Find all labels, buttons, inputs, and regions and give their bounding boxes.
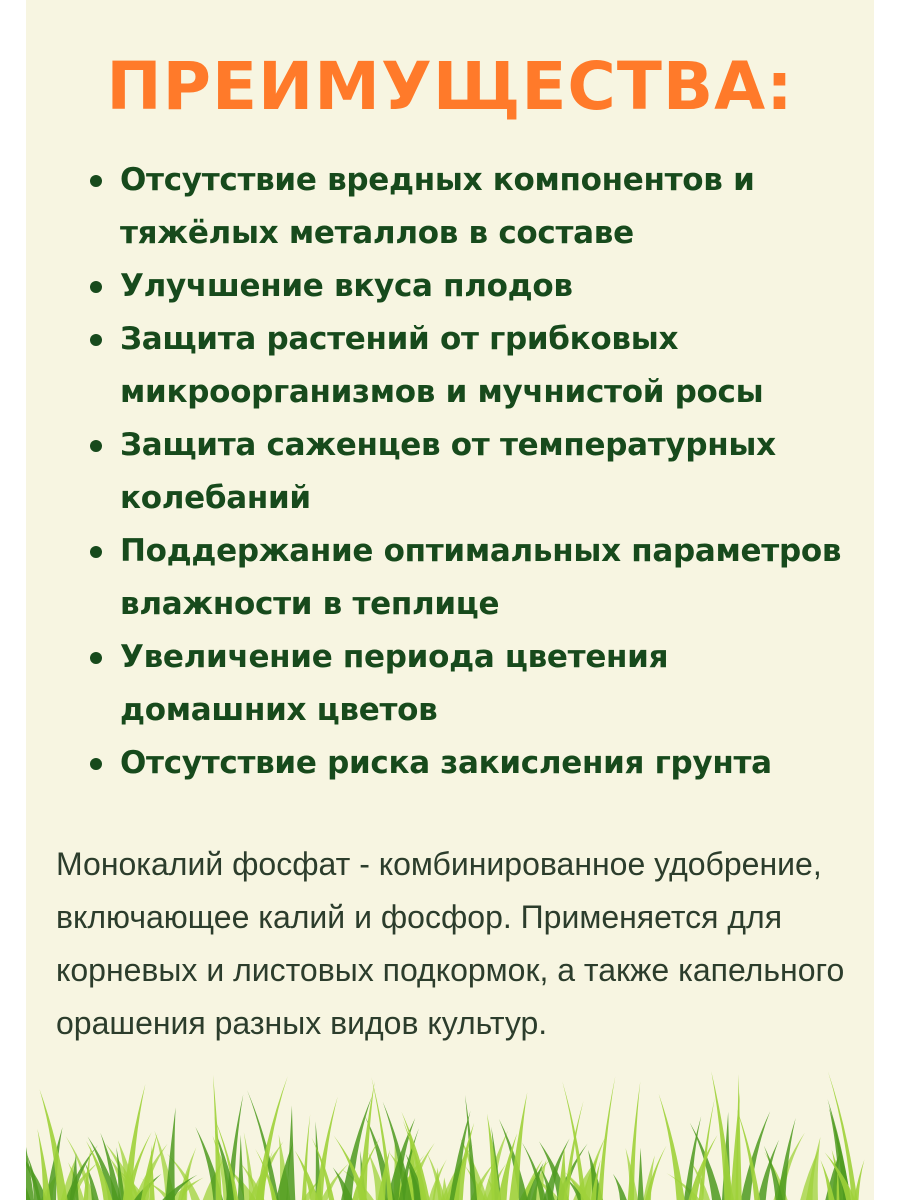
list-item-text: Защита растений от грибковых микроорганизмов и мучнистой росы xyxy=(120,321,764,410)
advantages-title: ПРЕИМУЩЕСТВА: xyxy=(106,48,794,125)
product-description: Монокалий фосфат - комбинированное удобрение, включающее калий и фосфор. Применяется для корневых и листовых подкормок, а также капельного орашения разных видов культур. xyxy=(56,846,845,1041)
grass-blade xyxy=(638,1148,644,1200)
list-item-text: Отсутствие вредных компонентов и тяжёлых металлов в составе xyxy=(120,162,755,251)
list-item xyxy=(26,419,874,525)
product-info-card xyxy=(26,0,874,1200)
list-item-text: Поддержание оптимальных параметров влажности в теплице xyxy=(120,533,842,622)
bullet-dot-icon xyxy=(90,175,102,187)
list-item-text: Увеличение периода цветения домашних цветов xyxy=(120,639,669,728)
bullet-dot-icon xyxy=(90,546,102,558)
grass-blade xyxy=(628,1082,641,1200)
list-item xyxy=(26,525,874,631)
advantages-list xyxy=(26,154,874,790)
grass-blade xyxy=(659,1094,685,1200)
bullet-dot-icon xyxy=(90,440,102,452)
grass-blade xyxy=(597,1076,615,1200)
grass-blade xyxy=(509,1092,527,1200)
grass-blade xyxy=(777,1118,795,1200)
grass-blade xyxy=(613,1174,627,1200)
list-item-text: Отсутствие риска закисления грунта xyxy=(120,745,772,781)
list-item-text: Защита саженцев от температурных колебаний xyxy=(120,427,776,516)
list-item xyxy=(26,313,874,419)
bullet-dot-icon xyxy=(90,758,102,770)
grass-blade xyxy=(165,1107,175,1200)
list-item xyxy=(26,631,874,737)
grass-blade xyxy=(141,1133,157,1200)
list-item-text: Улучшение вкуса плодов xyxy=(120,268,573,304)
bullet-dot-icon xyxy=(90,652,102,664)
list-item xyxy=(26,737,874,790)
bullet-dot-icon xyxy=(90,334,102,346)
list-item xyxy=(26,154,874,260)
grass-blade xyxy=(645,1146,666,1200)
list-item xyxy=(26,260,874,313)
bullet-dot-icon xyxy=(90,281,102,293)
grass-illustration xyxy=(26,1060,874,1200)
